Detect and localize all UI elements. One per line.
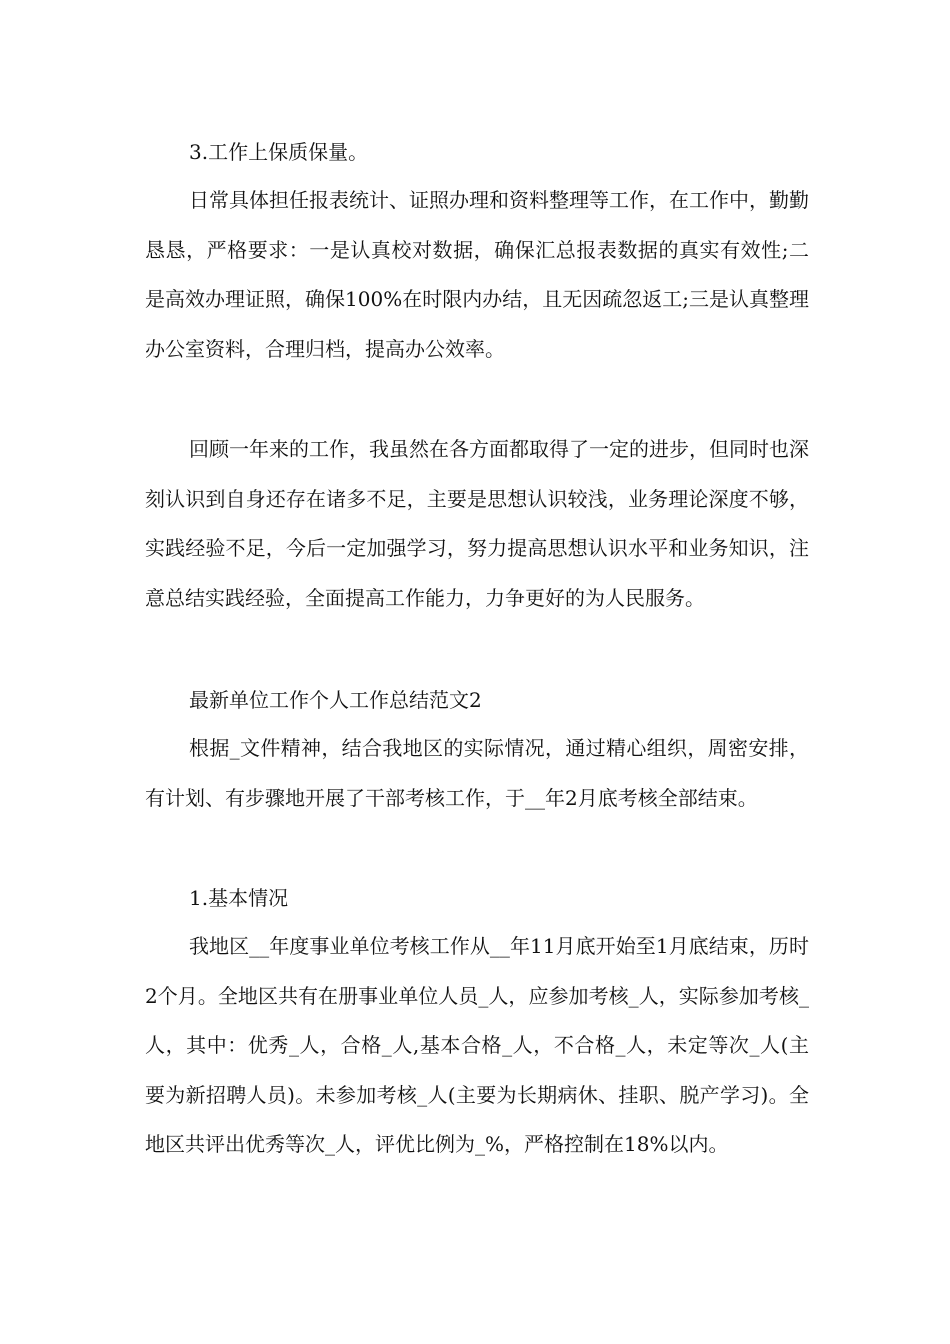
paragraph-work-detail: 日常具体担任报表统计、证照办理和资料整理等工作，在工作中，勤勤恳恳，严格要求：一是认真校对数据，确保汇总报表数据的真实有效性;二是高效办理证照，确保100%在时限内办结，且无因疏忽返工;三是认真整理办公室资料，合理归档，提高办公效率。	[145, 188, 809, 361]
section-heading-1: 1.基本情况	[189, 886, 289, 910]
paragraph-review: 回顾一年来的工作，我虽然在各方面都取得了一定的进步，但同时也深刻认识到自身还存在诸多不足，主要是思想认识较浅，业务理论深度不够，实践经验不足，今后一定加强学习，努力提高思想认识水平和业务知识，注意总结实践经验，全面提高工作能力，力争更好的为人民服务。	[145, 437, 809, 610]
document-title-2: 最新单位工作个人工作总结范文2	[189, 688, 482, 712]
paragraph-basic-situation: 我地区__年度事业单位考核工作从__年11月底开始至1月底结束，历时2个月。全地区共有在册事业单位人员_人，应参加考核_人，实际参加考核_人，其中：优秀_人，合格_人,基本合格_人，不合格_人，未定等次_人(主要为新招聘人员)。未参加考核_人(主要为长期病休、挂职、脱产学习)。全地区共评出优秀等次_人，评优比例为_%，严格控制在18%以内。	[145, 934, 809, 1156]
section-heading-3: 3.工作上保质保量。	[189, 140, 369, 164]
paragraph-intro: 根据_文件精神，结合我地区的实际情况，通过精心组织，周密安排，有计划、有步骤地开展了干部考核工作，于__年2月底考核全部结束。	[145, 736, 809, 810]
